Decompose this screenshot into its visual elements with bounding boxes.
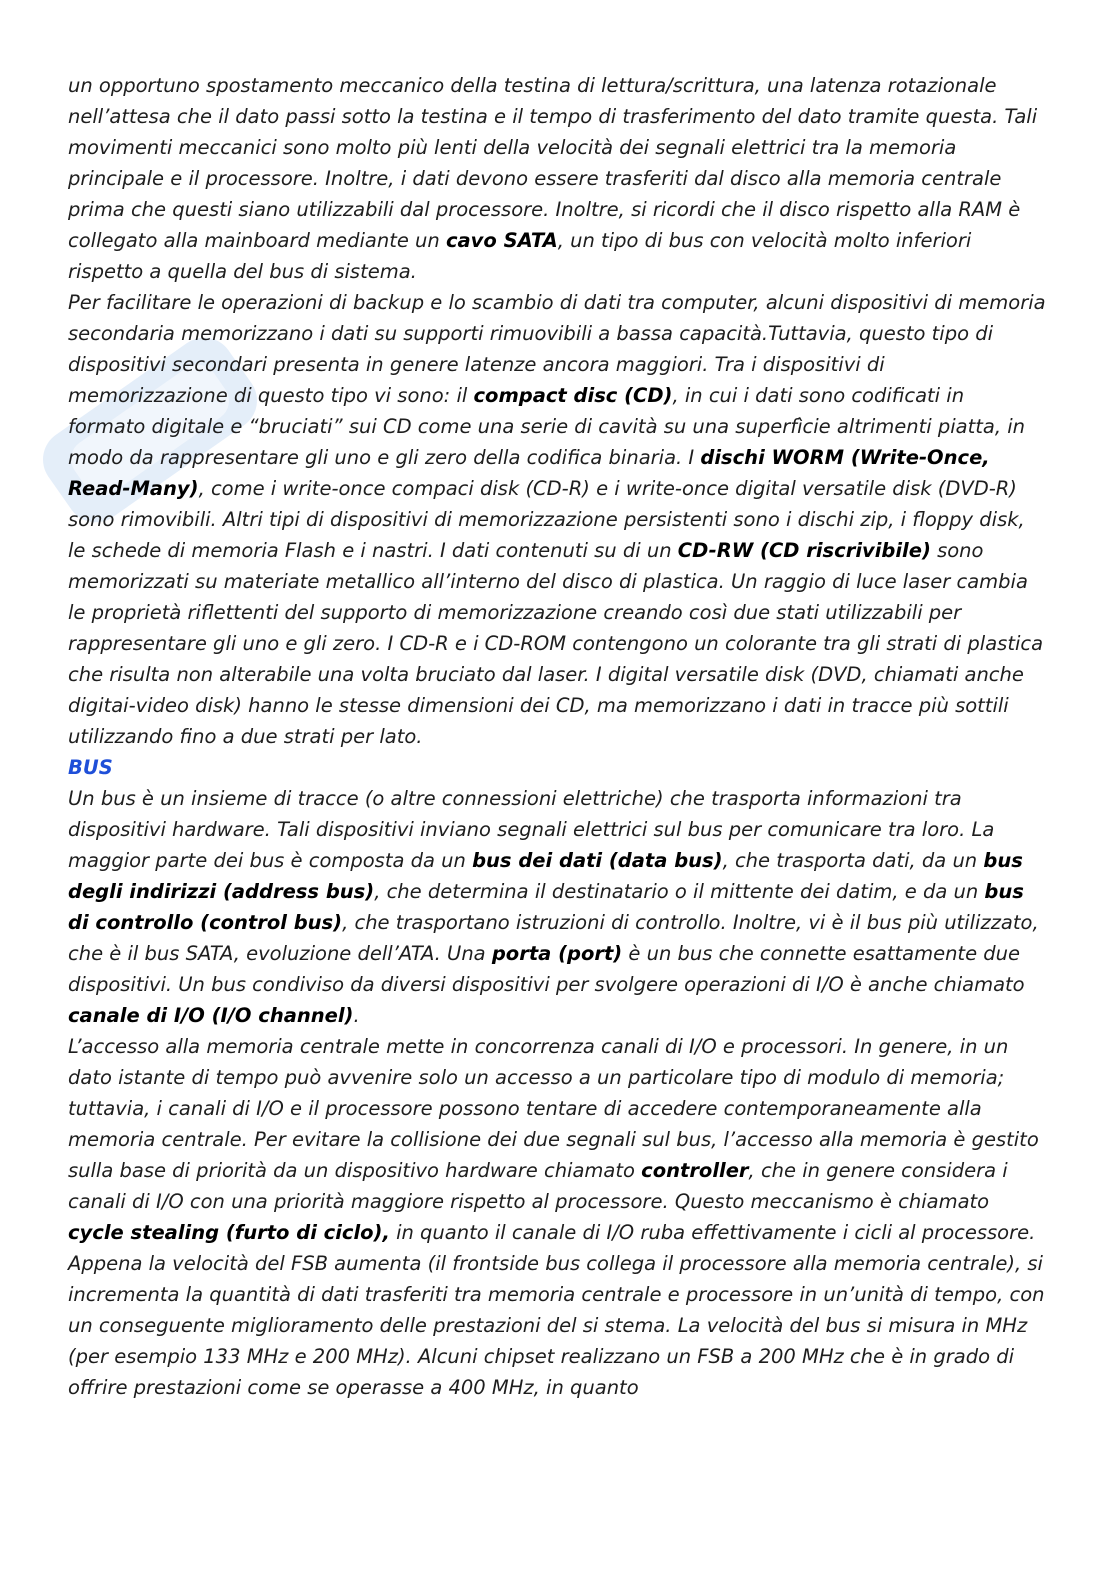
section-heading-bus: BUS (68, 756, 113, 779)
paragraph-storage-latency (68, 70, 1046, 287)
term-cycle-stealing: cycle stealing (furto di ciclo), (68, 1221, 390, 1244)
paragraph-bus-definition (68, 783, 1046, 1031)
text-segment: , che trasporta dati, da un (722, 849, 984, 872)
text-segment: L’accesso alla memoria centrale mette in concorrenza canali di I/O e processori. In genere, in un dato istante di tempo può avvenire solo un accesso a un particolare tipo di modulo di memoria; tuttavia, i canali di I/O e il processore possono tentare di accedere contemporaneamente alla memoria centrale. Per evitare la collisione dei due segnali sul bus, l’accesso alla memoria è gestito sulla base di priorità da un dispositivo hardware chiamato (68, 1035, 1039, 1182)
text-segment: sono memorizzati su materiate metallico all’interno del disco di plastica. Un raggio di luce laser cambia le proprietà riflettenti del supporto di memorizzazione creando così due stati utilizzabili per rappresentare gli uno e gli zero. I CD-R e i CD-ROM contengono un colorante tra gli strati di plastica che risulta non alterabile una volta bruciato dal laser. I digital versatile disk (DVD, chiamati anche digitai-video disk) hanno le stesse dimensioni dei CD, ma memorizzano i dati in tracce più sottili utilizzando fino a due strati per lato. (68, 539, 1044, 748)
text-segment: , che trasportano istruzioni di controllo. Inoltre, vi è il bus più utilizzato, che è il bus SATA, evoluzione dell’ATA. Una (68, 911, 1039, 965)
text-segment: , che determina il destinatario o il mittente dei datim, e da un (374, 880, 985, 903)
text-segment: Appena la velocità del FSB aumenta (il frontside bus collega il processore alla memoria centrale), si incrementa la quantità di dati trasferiti tra memoria centrale e processore in un’unità di tempo, con un conseguente miglioramento delle prestazioni del si stema. La velocità del bus si misura in MHz (per esempio 133 MHz e 200 MHz). Alcuni chipset realizzano un FSB a 200 MHz che è in grado di offrire prestazioni come se operasse a 400 MHz, in quanto (68, 1252, 1045, 1399)
term-controller: controller (641, 1159, 749, 1182)
term-io-channel: canale di I/O (I/O channel) (68, 1004, 354, 1027)
text-segment: è un bus che connette esattamente due dispositivi. Un bus condiviso da diversi dispositivi per svolgere operazioni di I/O è anche chiamato (68, 942, 1025, 996)
term-control-bus: bus di controllo (control bus) (68, 880, 1024, 934)
paragraph-memory-access (68, 1031, 1046, 1248)
text-segment: Per facilitare le operazioni di backup e lo scambio di dati tra computer, alcuni dispositivi di memoria secondaria memorizzano i dati su supporti rimuovibili a bassa capacità.Tuttavia, questo tipo di dispositivi secondari presenta in genere latenze ancora maggiori. Tra i dispositivi di memorizzazione di questo tipo vi sono: il (68, 291, 1046, 407)
text-segment: Un bus è un insieme di tracce (o altre connessioni elettriche) che trasporta informazioni tra dispositivi hardware. Tali dispositivi inviano segnali elettrici sul bus per comunicare tra loro. La maggior parte dei bus è composta da un (68, 787, 995, 872)
text-segment: , che in genere considera i canali di I/O con una priorità maggiore rispetto al processore. Questo meccanismo è chiamato (68, 1159, 1008, 1213)
term-cd-rw: CD-RW (CD riscrivibile) (677, 539, 931, 562)
term-data-bus: bus dei dati (data bus) (472, 849, 723, 872)
text-segment: un opportuno spostamento meccanico della testina di lettura/scrittura, una latenza rotazionale nell’attesa che il dato passi sotto la testina e il tempo di trasferimento del dato tramite questa. Tali movimenti meccanici sono molto più lenti della velocità dei segnali elettrici tra la memoria principale e il processore. Inoltre, i dati devono essere trasferiti dal disco alla memoria centrale prima che questi siano utilizzabili dal processore. Inoltre, si ricordi che il disco rispetto alla RAM è collegato alla mainboard mediante un (68, 74, 1038, 252)
term-port: porta (port) (491, 942, 623, 965)
term-dischi-worm: dischi WORM (Write-Once, Read-Many) (68, 446, 990, 500)
text-segment: in quanto il canale di I/O ruba effettivamente i cicli al processore. (389, 1221, 1036, 1244)
text-segment: , in cui i dati sono codificati in formato digitale e “bruciati” sui CD come una serie di cavità su una superfìcie altrimenti piatta, in modo da rappresentare gli uno e gli zero della codifica binaria. I (68, 384, 1026, 469)
term-address-bus: bus degli indirizzi (address bus) (68, 849, 1023, 903)
document-body (68, 70, 1046, 1403)
paragraph-fsb-speed (68, 1248, 1046, 1403)
text-segment: , un tipo di bus con velocità molto inferiori rispetto a quella del bus di sistema. (68, 229, 972, 283)
paragraph-removable-media (68, 287, 1046, 752)
text-segment: , come i write-once compaci disk (CD-R) e i write-once digital versatile disk (DVD-R) sono rimovibili. Altri tipi di dispositivi di memorizzazione persistenti sono i dischi zip, i floppy disk, le schede di memoria Flash e i nastri. I dati contenuti su di un (68, 477, 1025, 562)
text-segment: . (353, 1004, 360, 1027)
term-compact-disc: compact disc (CD) (473, 384, 673, 407)
term-cavo-sata: cavo SATA (445, 229, 558, 252)
